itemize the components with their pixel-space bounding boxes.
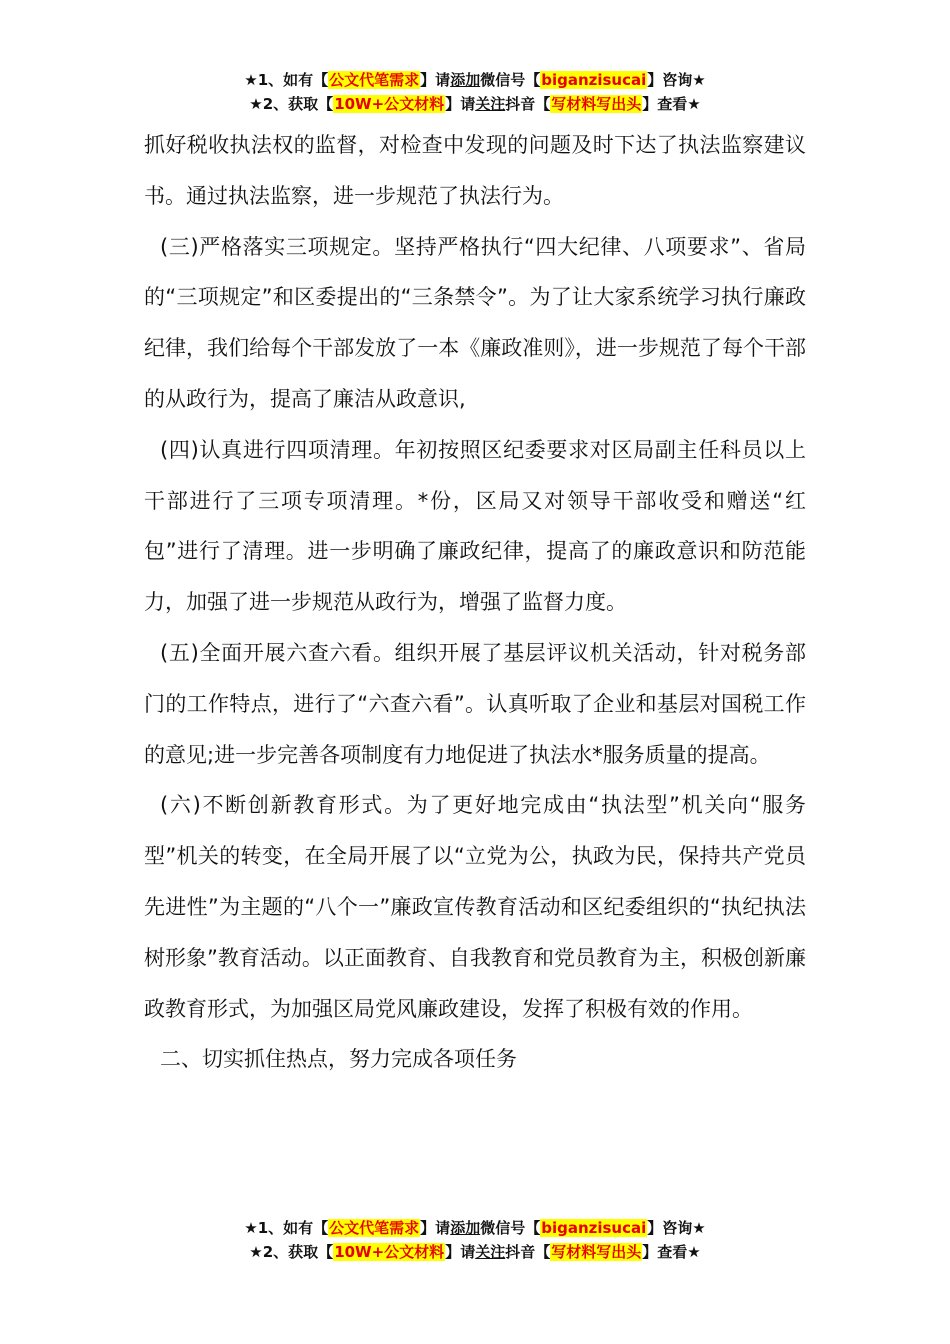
paragraph-section-6: (六)不断创新教育形式。为了更好地完成由“执法型”机关向“服务型”机关的转变，在全局开展了以“立党为公，执政为民，保持共产党员先进性”为主题的“八个一”廉政宣传教育活动和区纪委组织的“执纪执法树形象”教育活动。以正面教育、自我教育和党员教育为主，积极创新廉政教育形式，为加强区局党风廉政建设，发挥了积极有效的作用。 [144, 793, 806, 1021]
banner-line-1 [0, 68, 950, 92]
douyin-account: 写材料写出头 [551, 1243, 642, 1261]
footer-banner [0, 1216, 950, 1264]
banner-text: 】咨询★ [647, 71, 706, 89]
paragraph-continuation: 抓好税收执法权的监督，对检查中发现的问题及时下达了执法监察建议书。通过执法监察，进一步规范了执法行为。 [144, 133, 806, 208]
underlined-text: 添加 [450, 71, 481, 89]
highlight-text: 公文代笔需求 [329, 1219, 420, 1237]
banner-text: 】请 [420, 1219, 451, 1237]
banner-text: 抖音【 [505, 95, 551, 113]
banner-line-2 [0, 1240, 950, 1264]
banner-text: 】请 [445, 95, 476, 113]
banner-text: 】咨询★ [647, 1219, 706, 1237]
banner-line-2 [0, 92, 950, 116]
underlined-text: 添加 [450, 1219, 481, 1237]
banner-text: ★1、如有【 [244, 71, 329, 89]
banner-text: 】请 [420, 71, 451, 89]
banner-text: ★2、获取【 [249, 95, 334, 113]
banner-text: 微信号【 [480, 71, 541, 89]
underlined-text: 关注 [475, 1243, 506, 1261]
underlined-text: 关注 [475, 95, 506, 113]
paragraph-section-3: (三)严格落实三项规定。坚持严格执行“四大纪律、八项要求”、省局的“三项规定”和区委提出的“三条禁令”。为了让大家系统学习执行廉政纪律，我们给每个干部发放了一本《廉政准则》，进一步规范了每个干部的从政行为，提高了廉洁从政意识, [144, 234, 806, 411]
banner-text: ★2、获取【 [249, 1243, 334, 1261]
paragraph-section-5: (五)全面开展六查六看。组织开展了基层评议机关活动，针对税务部门的工作特点，进行了“六查六看”。认真听取了企业和基层对国税工作的意见;进一步完善各项制度有力地促进了执法水*服务质量的提高。 [144, 640, 806, 767]
paragraph-section-4: (四)认真进行四项清理。年初按照区纪委要求对区局副主任科员以上干部进行了三项专项清理。*份，区局又对领导干部收受和赠送“红包”进行了清理。进一步明确了廉政纪律，提高了的廉政意识和防范能力，加强了进一步规范从政行为，增强了监督力度。 [144, 437, 806, 615]
banner-text: 】查看★ [642, 1243, 701, 1261]
document-body [144, 120, 806, 1085]
wechat-id: biganzisucai [541, 1219, 647, 1237]
banner-text: 抖音【 [505, 1243, 551, 1261]
banner-text: ★1、如有【 [244, 1219, 329, 1237]
section-heading: 二、切实抓住热点，努力完成各项任务 [160, 1047, 517, 1072]
banner-text: 】查看★ [642, 95, 701, 113]
header-banner [0, 68, 950, 116]
highlight-text: 10W+公文材料 [334, 1243, 445, 1261]
banner-text: 】请 [445, 1243, 476, 1261]
douyin-account: 写材料写出头 [551, 95, 642, 113]
highlight-text: 10W+公文材料 [334, 95, 445, 113]
wechat-id: biganzisucai [541, 71, 647, 89]
banner-text: 微信号【 [480, 1219, 541, 1237]
highlight-text: 公文代笔需求 [329, 71, 420, 89]
banner-line-1 [0, 1216, 950, 1240]
